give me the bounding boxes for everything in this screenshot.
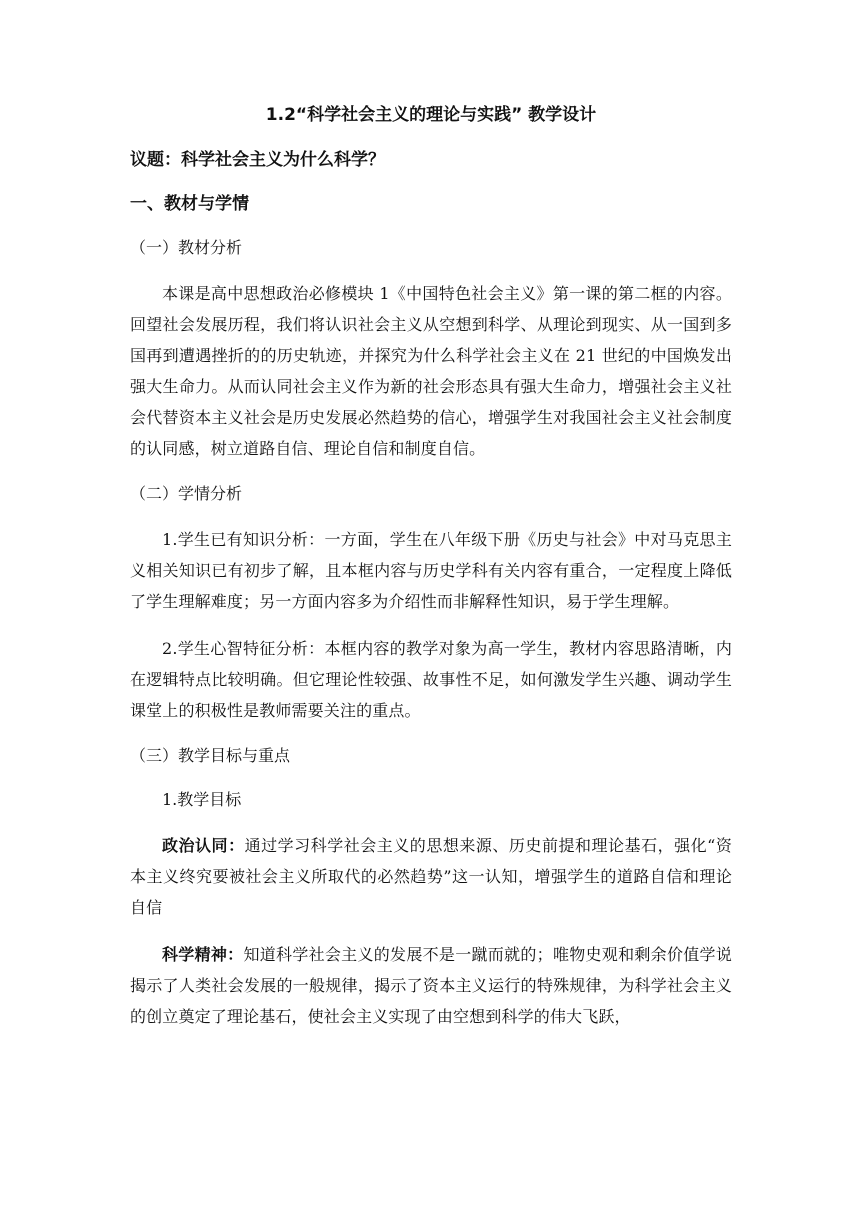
scientific-spirit-label: 科学精神：: [162, 945, 244, 964]
political-identity-paragraph: [130, 830, 732, 923]
teaching-goals-heading: 1.教学目标: [162, 790, 242, 809]
subsection-heading-goals: （三）教学目标与重点: [130, 746, 291, 765]
political-identity-label: 政治认同：: [162, 836, 245, 855]
section-heading-materials: 一、教材与学情: [130, 194, 249, 214]
scientific-spirit-paragraph: [130, 939, 732, 1032]
document-title: 1.2“科学社会主义的理论与实践” 教学设计: [265, 105, 597, 125]
student-mind-paragraph: 2.学生心智特征分析：本框内容的教学对象为高一学生，教材内容思路清晰，内在逻辑特点比较明确。但它理论性较强、故事性不足，如何激发学生兴趣、调动学生课堂上的积极性是教师需要关注的重点。: [130, 639, 732, 720]
subsection-heading-students: （二）学情分析: [130, 484, 243, 503]
scientific-spirit-text: 知道科学社会主义的发展不是一蹴而就的；唯物史观和剩余价值学说揭示了人类社会发展的一般规律，揭示了资本主义运行的特殊规律，为科学社会主义的创立奠定了理论基石，使社会主义实现了由空想到科学的伟大飞跃，: [130, 945, 732, 1026]
student-knowledge-paragraph: 1.学生已有知识分析：一方面，学生在八年级下册《历史与社会》中对马克思主义相关知识已有初步了解，且本框内容与历史学科有关内容有重合，一定程度上降低了学生理解难度；另一方面内容多为介绍性而非解释性知识，易于学生理解。: [130, 530, 732, 611]
topic-line: 议题：科学社会主义为什么科学？: [130, 150, 385, 170]
political-identity-text: 通过学习科学社会主义的思想来源、历史前提和理论基石，强化“资本主义终究要被社会主义所取代的必然趋势”这一认知，增强学生的道路自信和理论自信: [130, 836, 732, 917]
textbook-analysis-paragraph: 本课是高中思想政治必修模块 1《中国特色社会主义》第一课的第二框的内容。回望社会发展历程，我们将认识社会主义从空想到科学、从理论到现实、从一国到多国再到遭遇挫折的的历史轨迹，并探究为什么科学社会主义在 21 世纪的中国焕发出强大生命力。从而认同社会主义作为新的社会形态具有强大生命力，增强社会主义社会代替资本主义社会是历史发展必然趋势的信心，增强学生对我国社会主义社会制度的认同感，树立道路自信、理论自信和制度自信。: [130, 284, 732, 458]
document-body: [130, 100, 732, 1048]
subsection-heading-textbook: （一）教材分析: [130, 238, 243, 257]
